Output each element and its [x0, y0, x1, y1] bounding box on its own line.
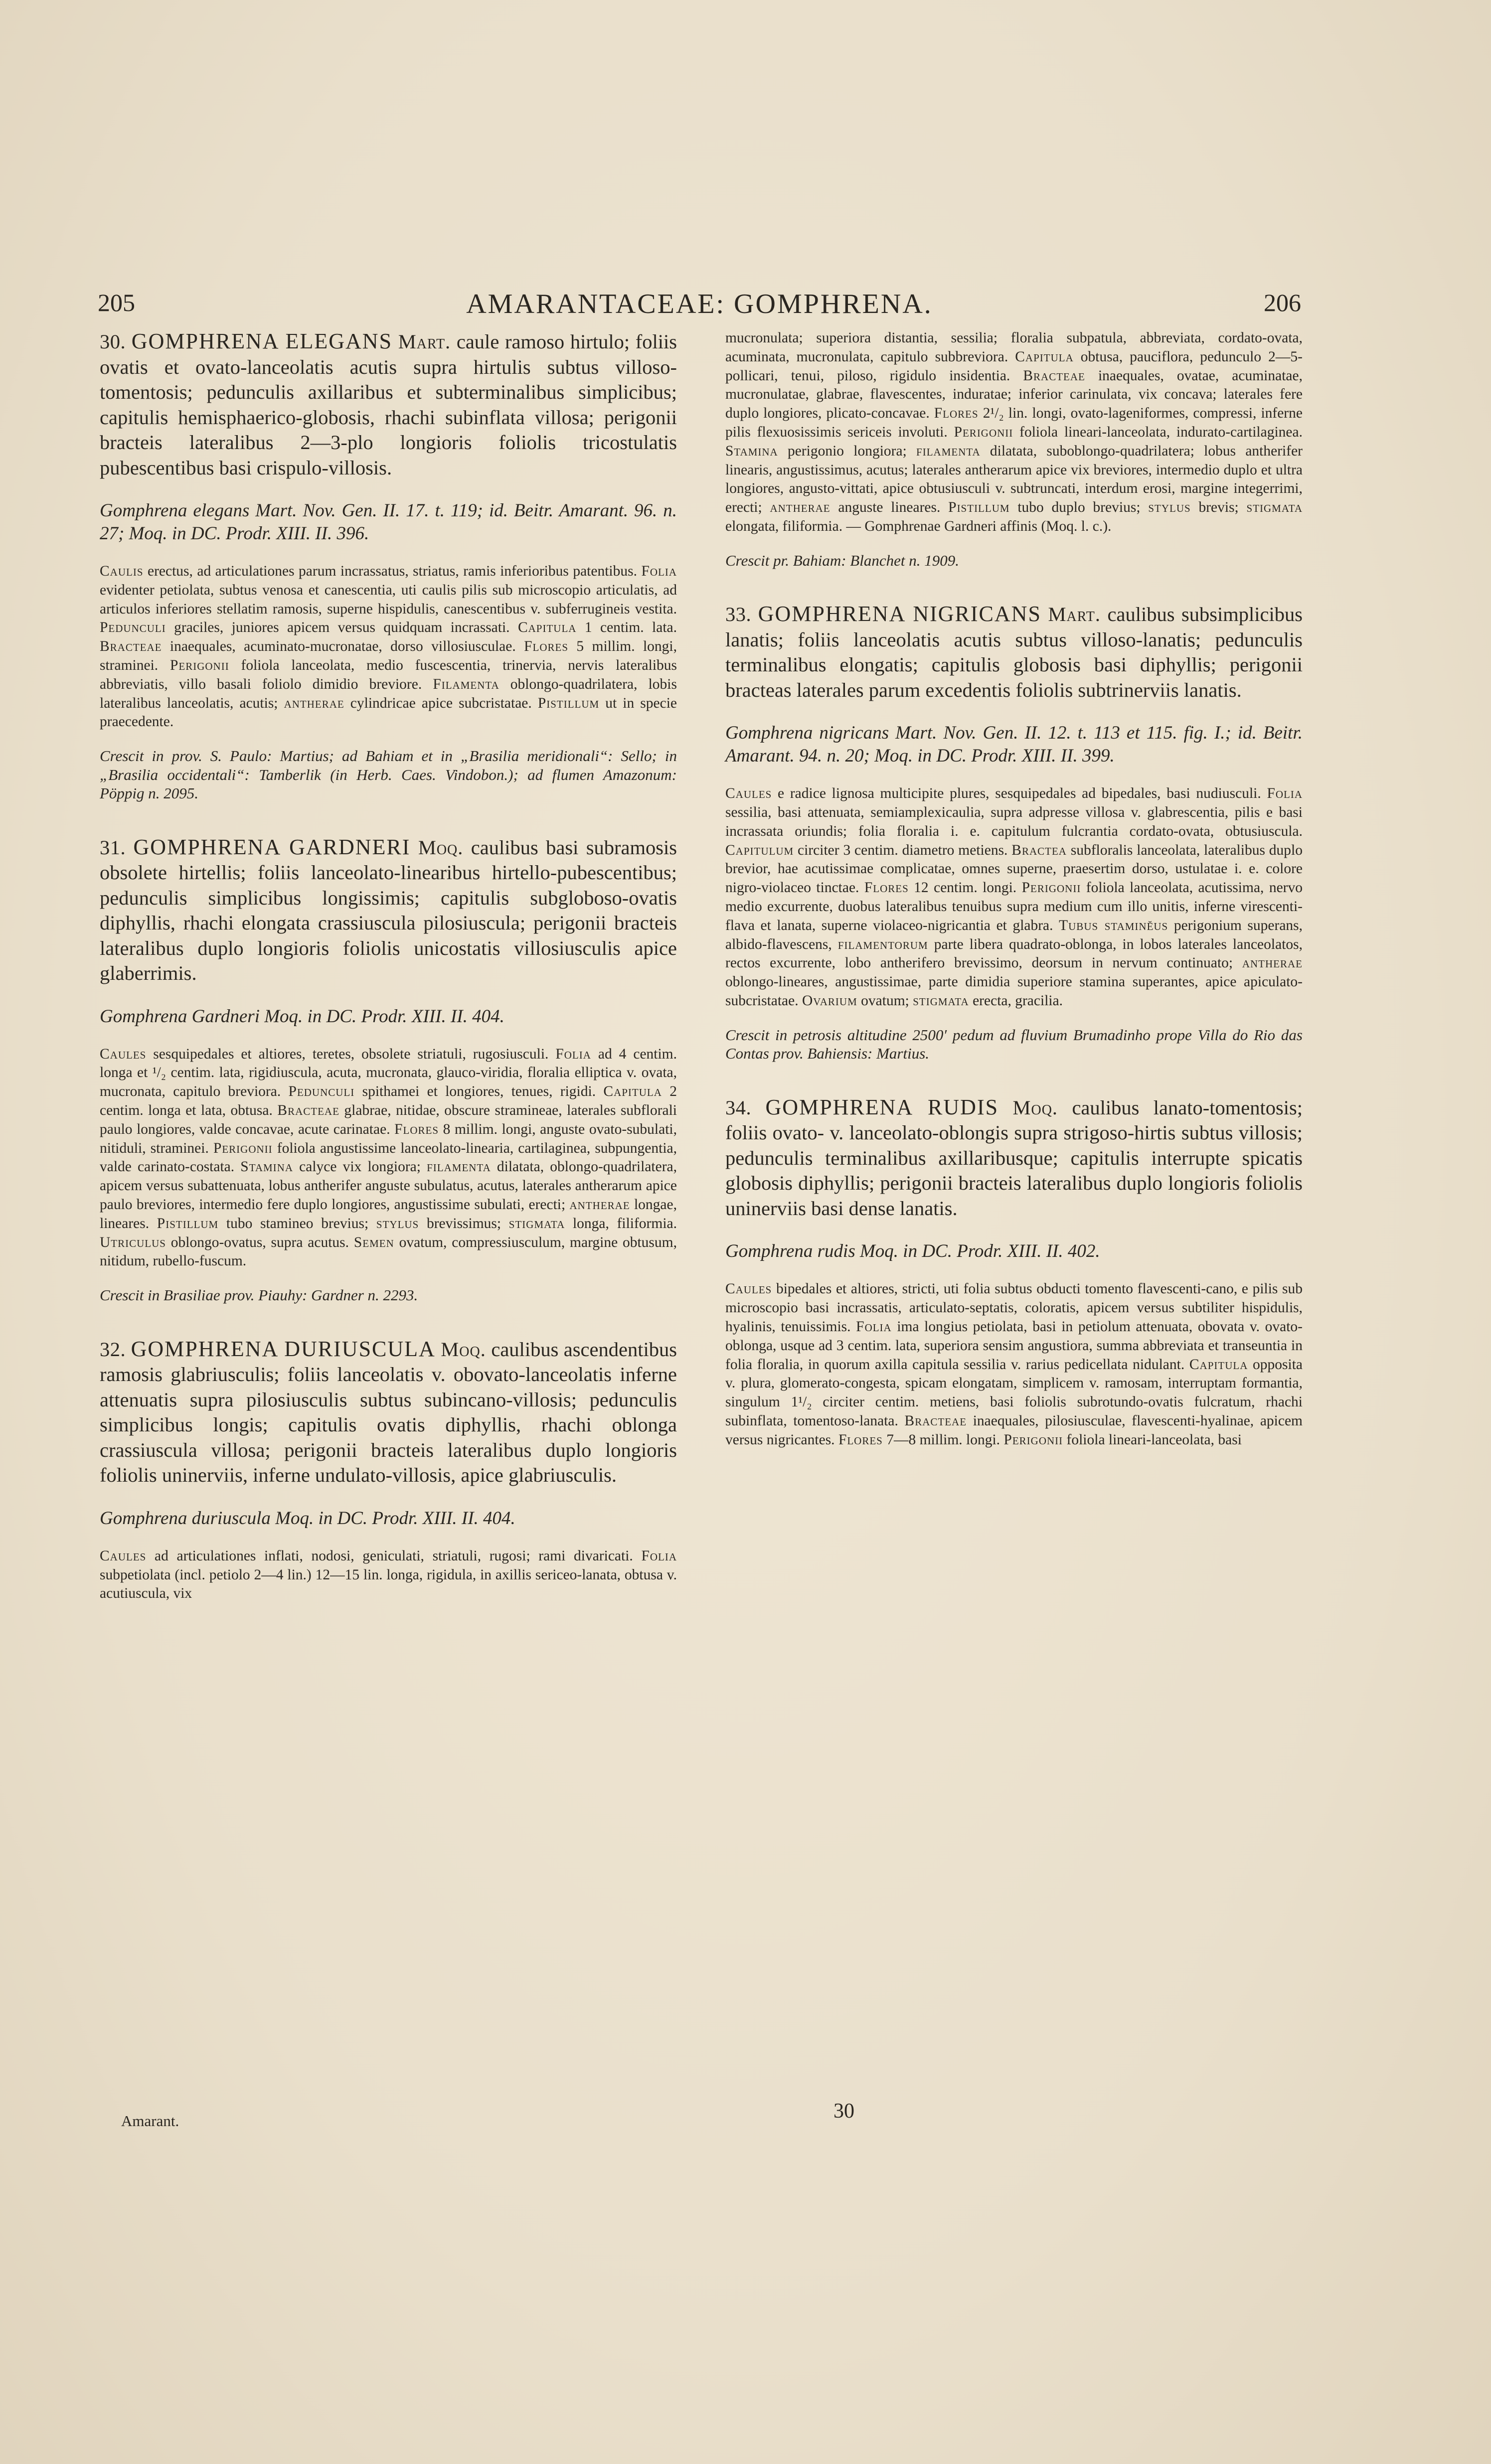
species-30-description — [100, 562, 677, 732]
description-text: tubo duplo brevius; — [1009, 499, 1149, 516]
description-text: inaequales, acuminato-mucronatae, dorso villosiusculae. — [162, 638, 524, 655]
species-32-diagnosis — [100, 1337, 677, 1488]
description-text: 2 centim. longa et lata, obtusa. — [100, 1083, 677, 1119]
species-name: GOMPHRENA ELEGANS — [131, 329, 393, 353]
description-text: erectus, ad articulationes parum incrassatus, striatus, ramis inferioribus patentibus. — [143, 563, 642, 579]
species-name: GOMPHRENA RUDIS — [765, 1094, 999, 1119]
description-text: opposita v. plura, glomerato-congesta, spicam elongatam, simplicem v. ramosam, interruptam formantia, singulum 1¹/₂ circiter centim. metiens, basi foliolis subrotundo-ovatis fulcratum, rhachi subinflata, tomentoso-lanata. — [725, 1356, 1303, 1429]
description-keyword: Bracteae — [100, 638, 162, 655]
description-keyword: Flores — [864, 880, 909, 896]
description-text: ad articulationes inflati, nodosi, geniculati, striatuli, rugosi; rami divaricati. — [146, 1547, 642, 1564]
right-column — [725, 329, 1303, 1450]
species-32-reference: Gomphrena duriuscula Moq. in DC. Prodr. XIII. II. 404. — [100, 1508, 515, 1529]
description-text: elongata, filiformia. — — [725, 518, 865, 534]
description-text: subpetiolata (incl. petiolo 2—4 lin.) 12—15 lin. longa, rigidula, in axillis sericeo-lanata, obtusa v. acutiuscula, vix — [100, 1566, 677, 1602]
description-keyword: Bracteae — [904, 1412, 967, 1429]
description-text: ovatum, compressiusculum, margine obtusum, nitidum, rubello-fuscum. — [100, 1234, 677, 1269]
description-keyword: antherae — [770, 499, 830, 516]
description-keyword: Pistillum — [537, 695, 600, 711]
description-text: dilatata, oblongo-quadrilatera, apicem versus subattenuata, lobus antherifer anguste subulatus, acutus, laterales antherarum apice paulo breviores, intermedio fere duplo longiores, angustissime subulati, erecti; — [100, 1159, 677, 1213]
description-keyword: Pistillum — [948, 499, 1010, 516]
description-text: perigonio longiora; — [778, 443, 917, 459]
species-34-description — [725, 1280, 1303, 1449]
description-text: foliola lanceolata, medio fuscescentia, trinervia, nervis lateralibus abbreviatis, villo basali foliolo dimidio breviore. — [100, 657, 677, 692]
description-text: oblongo-ovatus, supra acutus. — [166, 1234, 354, 1250]
description-keyword: Flores — [524, 638, 569, 655]
species-31-reference: Gomphrena Gardneri Moq. in DC. Prodr. XIII. II. 404. — [100, 1006, 504, 1027]
description-keyword: Folia — [641, 563, 677, 579]
page-number-left: 205 — [98, 289, 135, 316]
description-keyword: antherae — [1242, 955, 1303, 971]
description-keyword: Semen — [353, 1234, 394, 1250]
description-text: glabrae, nitidae, obscure stramineae, laterales subflorali paulo longiores, valde concavae, acute carinatae. — [100, 1102, 677, 1137]
description-keyword: Capitula — [517, 619, 577, 636]
description-keyword: Capitulum — [725, 842, 794, 858]
description-text: brevis; — [1190, 499, 1247, 516]
description-text: subfloralis lanceolata, lateralibus duplo brevior, hae acutissimae complicatae, omnes superne, praesertim dorso, ustulatae i. e. colore nigro-violaceo tinctae. — [725, 842, 1303, 896]
description-keyword: antherae — [284, 695, 344, 711]
species-34-reference: Gomphrena rudis Moq. in DC. Prodr. XIII. II. 402. — [725, 1241, 1100, 1262]
species-30-habitat: Crescit in prov. S. Paulo: Martius; ad Bahiam et in „Brasilia meridionali“: Sello; in „Brasilia occidentali“: Tamberlik (in Herb. Caes. Vindobon.); ad flumen Amazonum: Pöppig n. 2095. — [100, 747, 677, 802]
description-text: ovatum; — [857, 993, 913, 1009]
description-text: longa, filiformia. — [565, 1215, 677, 1232]
page-number-right: 206 — [1264, 289, 1301, 316]
description-keyword: Tubus staminĕus — [1059, 917, 1168, 933]
description-keyword: Pedunculi — [288, 1083, 355, 1100]
description-keyword: Flores — [838, 1431, 883, 1448]
description-text: brevissimus; — [419, 1215, 509, 1232]
left-column — [100, 329, 677, 1603]
description-text: sesquipedales et altiores, teretes, obsolete striatuli, rugosiusculi. — [146, 1046, 556, 1062]
species-author: Moq. — [418, 836, 464, 859]
description-text: circiter 3 centim. diametro metiens. — [794, 842, 1012, 858]
description-keyword: Caules — [100, 1046, 147, 1062]
diagnosis-text: caulibus basi subramosis obsolete hirtellis; foliis lanceolato-linearibus hirtello-pubescentibus; pedunculis simplicibus longissimis; capitulis subgloboso-ovatis diphyllis, rhachi elongata crassiuscula pilosiuscula; perigonii bracteis lateralibus duplo longioris foliolis unicostatis villosiusculis apice glaberrimis. — [100, 836, 677, 985]
description-text: Gomphrenae Gardneri affinis (Moq. l. c.). — [864, 518, 1112, 534]
diagnosis-text: caulibus lanato-tomentosis; foliis ovato- v. lanceolato-oblongis supra strigoso-hirtis subtus villosis; pedunculis terminalibus axillaribusque; capitulis interrupte spicatis globosis diphyllis; perigonii bracteis lateralibus duplo longioris foliolis uninerviis basi dense lanatis. — [725, 1096, 1303, 1220]
description-text: perigonium superans, albido-flavescens, — [725, 917, 1303, 952]
species-33-reference: Gomphrena nigricans Mart. Nov. Gen. II. 12. t. 113 et 115. fig. I.; id. Beitr. Amarant. 94. n. 20; Moq. in DC. Prodr. XIII. II. 399. — [725, 723, 1303, 767]
description-text: bipedales et altiores, stricti, uti folia subtus obducti tomento flavescenti-cano, e pilis sub microscopio basi incrassatis, articulato-septatis, coloratis, apicem versus subtiliter hispidulis, hyalinis, tenuissimis. — [725, 1281, 1303, 1335]
description-keyword: filamenta — [427, 1159, 491, 1175]
description-keyword: stylus — [1148, 499, 1191, 516]
description-keyword: Pedunculi — [100, 619, 166, 636]
description-keyword: stigmata — [508, 1215, 565, 1232]
description-keyword: Perigonii — [1021, 880, 1081, 896]
description-text: oblongo-lineares, angustissimae, parte dimidia superiore stamina superantes, apice apiculato-subcristatae. — [725, 974, 1303, 1009]
species-33-habitat: Crescit in petrosis altitudine 2500′ pedum ad fluvium Brumadinho prope Villa do Rio das Contas prov. Bahiensis: Martius. — [725, 1026, 1303, 1063]
description-keyword: Flores — [394, 1121, 439, 1137]
species-author: Mart. — [398, 330, 451, 353]
species-31-diagnosis — [100, 835, 677, 986]
description-keyword: Bractea — [1011, 842, 1067, 858]
description-text: ima longius petiolata, basi in petiolum attenuata, obovata v. ovato-oblonga, usque ad 3 centim. lata, superiora sensim angustiora, summa abbreviata et transeuntia in folia floralia, in quorum axilla capitula sessilia v. rarius pedicellata nidulant. — [725, 1318, 1303, 1373]
description-text: inaequales, ovatae, acuminatae, mucronulatae, glabrae, flavescentes, induratae; inferior carinulata, vix concava; laterales fere duplo longiores, plicato-concavae. — [725, 367, 1303, 422]
description-keyword: Pistillum — [157, 1215, 219, 1232]
description-text: longae, lineares. — [100, 1197, 677, 1232]
diagnosis-text: caule ramoso hirtulo; foliis ovatis et ovato-lanceolatis acutis supra hirtulis subtus villoso-tomentosis; pedunculis axillaribus et subterminalibus simplicibus; capitulis hemisphaerico-globosis, rhachi subinflata villosa; perigonii bracteis lateralibus 2—3-plo longioris foliolis tricostulatis pubescentibus basi crispulo-villosis. — [100, 330, 677, 479]
description-text: ut in specie praecedente. — [100, 695, 677, 730]
description-text: 1 centim. lata. — [576, 619, 677, 636]
description-text: evidenter petiolata, subtus venosa et canescentia, uti caulis pilis sub microscopio articulatis, ad articulos inferiores stellatim ramosis, superne hispidulis, canescentibus v. subferrugineis vestita. — [100, 582, 677, 617]
description-text: graciles, juniores apicem versus quidquam incrassati. — [166, 619, 518, 636]
description-keyword: Stamina — [725, 443, 778, 459]
species-number: 33. — [725, 603, 752, 626]
description-keyword: stigmata — [913, 993, 969, 1009]
species-30-diagnosis — [100, 329, 677, 480]
description-keyword: Stamina — [240, 1159, 293, 1175]
description-keyword: Bracteae — [1023, 367, 1085, 384]
description-text: 8 millim. longi, anguste ovato-subulati, nitiduli, straminei. — [100, 1121, 677, 1156]
description-text: 5 millim. longi, straminei. — [100, 638, 677, 673]
description-text: mucronulata; superiora distantia, sessilia; floralia subpatula, abbreviata, cordato-ovata, acuminata, mucronulata, capitulo subbreviora. — [725, 330, 1303, 365]
description-keyword: Caules — [100, 1547, 147, 1564]
description-text: foliola lineari-lanceolata, indurato-cartilaginea. — [1013, 424, 1303, 440]
description-keyword: filamentorum — [837, 936, 928, 952]
species-33-description — [725, 784, 1303, 1011]
description-keyword: Folia — [1267, 785, 1303, 802]
species-34-diagnosis — [725, 1095, 1303, 1222]
description-text: oblongo-quadrilatera, lobis lateralibus lanceolatis, acutis; — [100, 676, 677, 711]
species-number: 30. — [100, 330, 126, 353]
description-text: spithamei et longiores, tenues, rigidi. — [354, 1083, 604, 1100]
description-text: inaequales, pilosiusculae, flavescenti-hyalinae, apicem versus nigricantes. — [725, 1412, 1303, 1448]
description-text: erecta, gracilia. — [969, 993, 1063, 1009]
description-text: cylindricae apice subcristatae. — [344, 695, 538, 711]
description-keyword: Folia — [555, 1046, 591, 1062]
description-keyword: Ovarium — [802, 993, 857, 1009]
description-text: foliola lineari-lanceolata, basi — [1063, 1431, 1242, 1448]
description-text: 12 centim. longi. — [908, 880, 1022, 896]
description-keyword: stigmata — [1246, 499, 1303, 516]
description-text: calyce vix longiora; — [293, 1159, 427, 1175]
description-keyword: Perigonii — [1003, 1431, 1063, 1448]
running-title: AMARANTACEAE: GOMPHRENA. — [466, 289, 933, 319]
description-keyword: Caules — [725, 1281, 772, 1297]
description-keyword: Caules — [725, 785, 772, 802]
description-keyword: Capitula — [1189, 1356, 1248, 1373]
species-number: 34. — [725, 1096, 752, 1119]
description-text: 2¹/₂ lin. longi, ovato-lageniformes, compressi, inferne pilis flexuosissimis sericeis involuti. — [725, 405, 1303, 440]
species-31-habitat: Crescit in Brasiliae prov. Piauhy: Gardner n. 2293. — [100, 1286, 418, 1304]
diagnosis-text: caulibus subsimplicibus lanatis; foliis lanceolatis acutis subtus villoso-lanatis; pedunculis terminalibus elongatis; capitulis globosis basi diphyllis; perigonii bracteas laterales parum excedentis foliolis subtrinerviis lanatis. — [725, 603, 1303, 701]
description-text: anguste lineares. — [830, 499, 949, 516]
species-name: GOMPHRENA GARDNERI — [133, 834, 411, 859]
description-text: dilatata, suboblongo-quadrilatera; lobus antherifer linearis, angustissimus, acutus; laterales antherarum apice vix breviores, intermedio duplo et ultra longiores, angusto-vittati, apice obtusiusculi v. subtruncati, interdum erosi, margine integerrimi, erecti; — [725, 443, 1303, 516]
species-32-description-continued — [725, 329, 1303, 536]
description-text: 7—8 millim. longi. — [882, 1431, 1004, 1448]
description-text: e radice lignosa multicipite plures, sesquipedales ad bipedales, basi nudiusculi. — [772, 785, 1267, 802]
description-text: obtusa, pauciflora, pedunculo 2—5-pollicari, tenui, piloso, rigidulo insidentia. — [725, 348, 1303, 384]
description-keyword: Caulis — [100, 563, 144, 579]
description-keyword: stylus — [376, 1215, 419, 1232]
description-keyword: Utriculus — [100, 1234, 166, 1250]
description-keyword: Perigonii — [213, 1140, 273, 1156]
species-author: Moq. — [441, 1338, 486, 1361]
signature-mark: 30 — [833, 2100, 854, 2123]
species-number: 31. — [100, 836, 126, 859]
description-text: parte libera quadrato-oblonga, in lobos laterales lanceolatos, rectos excurrente, lobo antherifero brevissimo, deorsum in nervum continuato; — [725, 936, 1303, 971]
description-text: tubo stamineo brevius; — [218, 1215, 376, 1232]
description-keyword: Capitula — [603, 1083, 662, 1100]
description-keyword: Perigonii — [954, 424, 1013, 440]
description-text: foliola angustissime lanceolato-linearia, cartilaginea, subpungentia, valde carinato-costata. — [100, 1140, 677, 1175]
description-keyword: Bracteae — [277, 1102, 339, 1119]
description-text: foliola lanceolata, acutissima, nervo medio excurrente, duobus lateralibus tenuibus supra medium cum illo unitis, inferne virescenti-flava et lanata, superne violaceo-nigricantia et glabra. — [725, 880, 1303, 933]
diagnosis-text: caulibus ascendentibus ramosis glabriusculis; foliis lanceolatis v. obovato-lanceolatis inferne attenuatis supra pilosiusculis subtus subincano-villosis; pedunculis simplicibus longis; capitulis ovatis diphyllis, rhachi oblonga crassiuscula villosa; perigonii bracteis lateralibus duplo longioris foliolis uninerviis, inferne undulato-villosis, apice glabriusculis. — [100, 1338, 677, 1487]
species-author: Moq. — [1012, 1096, 1058, 1119]
description-keyword: filamenta — [916, 443, 981, 459]
species-name: GOMPHRENA NIGRICANS — [758, 602, 1041, 626]
description-keyword: antherae — [569, 1197, 630, 1213]
description-keyword: Flores — [934, 405, 979, 422]
page-header — [98, 288, 1301, 328]
species-number: 32. — [100, 1338, 126, 1361]
species-32-habitat: Crescit pr. Bahiam: Blanchet n. 1909. — [725, 551, 959, 569]
description-keyword: Folia — [856, 1318, 892, 1335]
description-keyword: Capitula — [1015, 348, 1074, 365]
description-text: sessilia, basi attenuata, semiamplexicaulia, supra adpresse villosa v. glabrescentia, pilis e basi incrassata oriundis; folia floralia i. e. capitulum fulcrantia cordato-ovata, obtusiuscula. — [725, 804, 1303, 839]
footnote-amarant: Amarant. — [121, 2112, 179, 2130]
description-keyword: Folia — [641, 1547, 677, 1564]
species-author: Mart. — [1048, 603, 1101, 626]
species-31-description — [100, 1045, 677, 1271]
description-text: ad 4 centim. longa et ¹/₂ centim. lata, rigidiuscula, acuta, mucronata, glauco-viridia, floralia elliptica v. ovata, mucronata, capitulo breviora. — [100, 1046, 677, 1100]
species-33-diagnosis — [725, 602, 1303, 703]
species-name: GOMPHRENA DURIUSCULA — [131, 1336, 436, 1361]
description-keyword: Filamenta — [433, 676, 499, 692]
species-30-reference: Gomphrena elegans Mart. Nov. Gen. II. 17. t. 119; id. Beitr. Amarant. 96. n. 27; Moq. in DC. Prodr. XIII. II. 396. — [100, 500, 677, 544]
description-keyword: Perigonii — [169, 657, 229, 673]
species-32-description — [100, 1547, 677, 1603]
